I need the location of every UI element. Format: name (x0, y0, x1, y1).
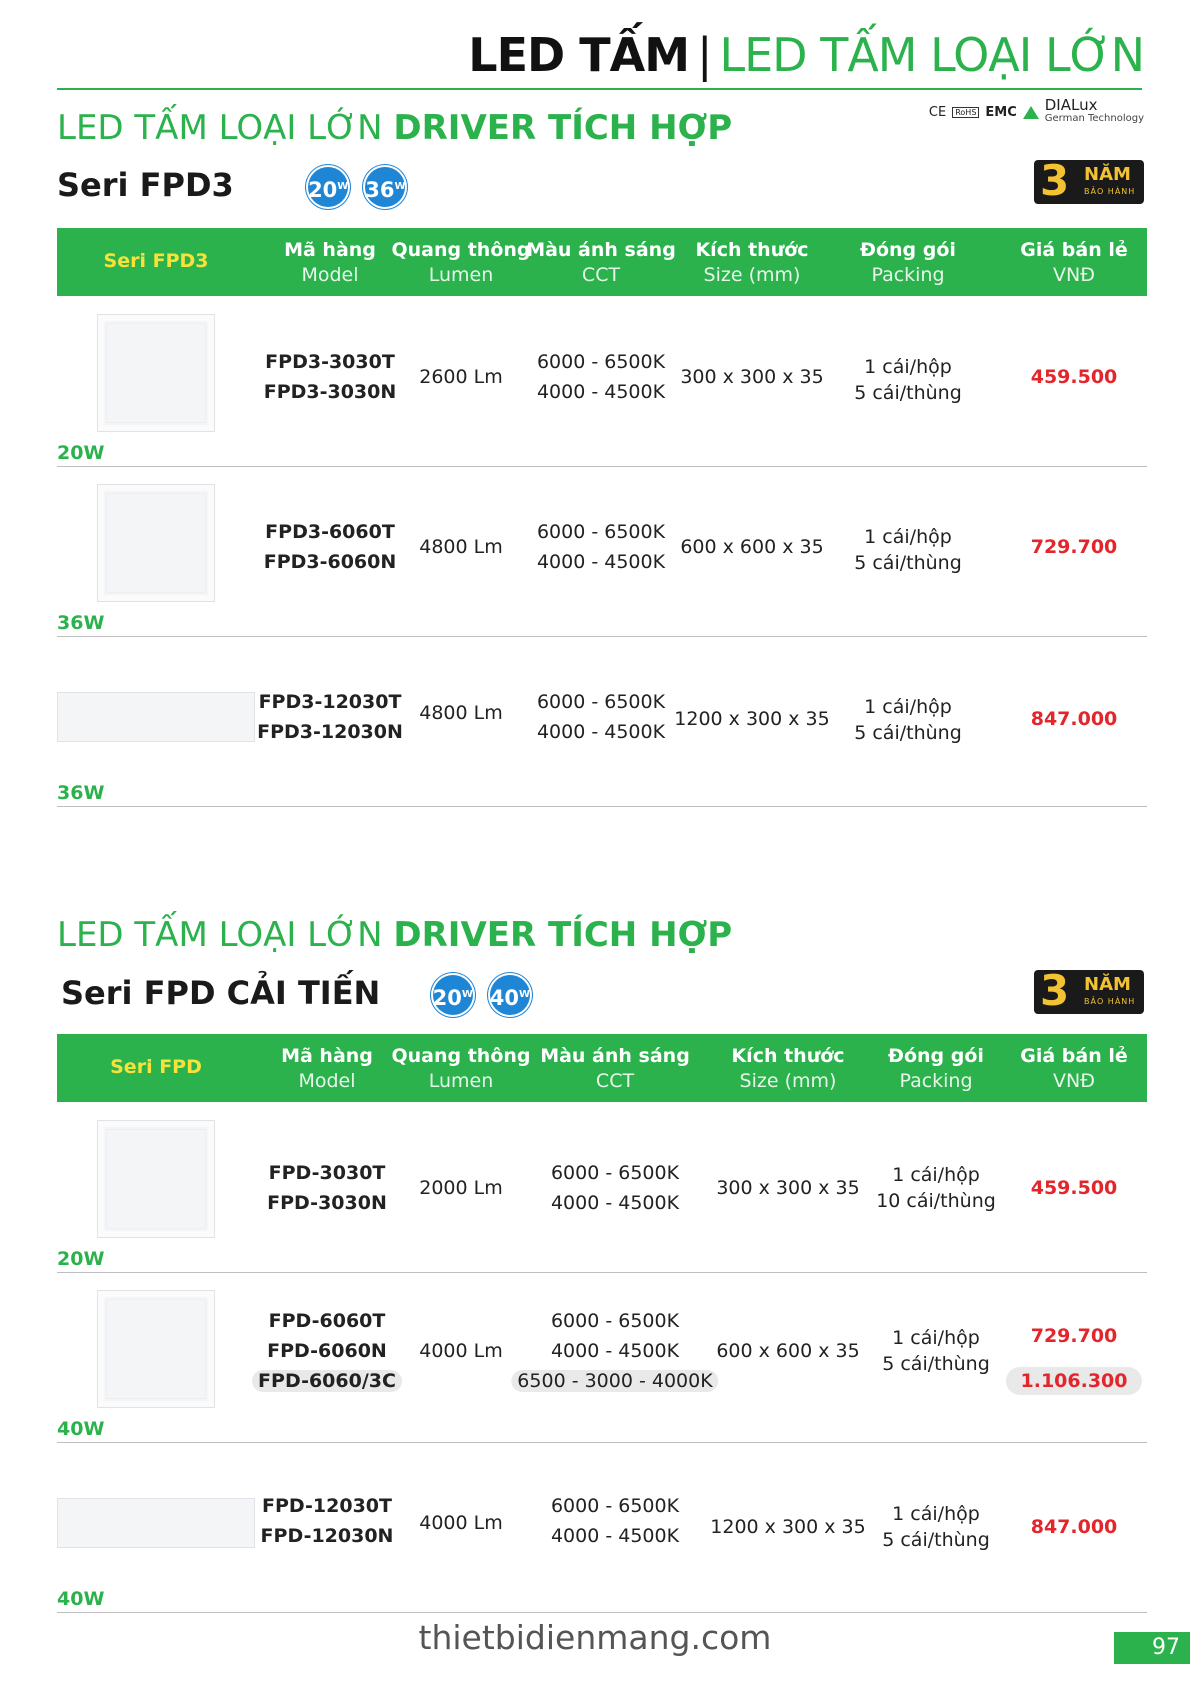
variant-pill: 6500 - 3000 - 4000K (511, 1370, 718, 1392)
panel-image (97, 484, 215, 602)
section-title-bold: DRIVER TÍCH HỢP (393, 108, 733, 148)
col-packing: Đóng gói Packing (888, 1045, 984, 1092)
wattage-label: 20W (57, 442, 105, 464)
size-cell: 1200 x 300 x 35 (710, 1516, 866, 1538)
header-separator: | (696, 28, 712, 82)
col-model: Mã hàng Model (281, 1045, 373, 1092)
wattage-label: 40W (57, 1418, 105, 1440)
warranty-badge (1034, 156, 1144, 205)
col-lumen: Quang thông Lumen (391, 1045, 531, 1092)
table-row (57, 296, 1147, 467)
table-row (57, 1272, 1147, 1443)
rohs-icon: RoHS (952, 107, 979, 118)
panel-image (97, 1290, 215, 1408)
col-price: Giá bán lẻ VNĐ (1020, 239, 1128, 286)
section-title (57, 915, 732, 955)
variant-pill: FPD-6060/3C (252, 1370, 402, 1392)
price-cell: 847.000 (1030, 708, 1118, 730)
section-title (57, 108, 732, 148)
dialux-logo (1045, 98, 1144, 126)
price-cell: 459.500 (1030, 366, 1118, 388)
model-cell: FPD3-6060T FPD3-6060N (263, 521, 397, 573)
panel-image (97, 314, 215, 432)
warranty-sub: BẢO HÀNH (1084, 187, 1136, 196)
col-size: Kích thước Size (mm) (695, 239, 809, 286)
cct-cell: 6000 - 6500K 4000 - 4500K (536, 521, 666, 573)
panel-image (97, 1120, 215, 1238)
table-row (57, 636, 1147, 807)
lumen-cell: 4000 Lm (419, 1340, 503, 1362)
model-cell: FPD-12030T FPD-12030N (260, 1495, 394, 1547)
series-heading (61, 974, 530, 1015)
model-cell: FPD3-12030T FPD3-12030N (257, 691, 403, 743)
dialux-triangle-icon (1023, 106, 1039, 119)
lumen-cell: 2000 Lm (419, 1177, 503, 1199)
price-cell: 459.500 (1030, 1177, 1118, 1199)
section-title-light: LED TẤM LOẠI LỚN (57, 108, 394, 148)
dialux-sub: German Technology (1044, 113, 1144, 124)
price-cell: 729.700 (1030, 1325, 1118, 1347)
emc-icon: EMC (985, 104, 1017, 120)
model-cell: FPD-6060T FPD-6060N FPD-6060/3C (252, 1306, 402, 1396)
packing-cell: 1 cái/hộp 5 cái/thùng (882, 1503, 990, 1551)
size-cell: 300 x 300 x 35 (716, 1177, 860, 1199)
price-cell-variant: 1.106.300 (1006, 1367, 1142, 1395)
lumen-cell: 4000 Lm (419, 1512, 503, 1534)
col-packing: Đóng gói Packing (860, 239, 956, 286)
warranty-label: NĂM (1084, 974, 1131, 995)
series-name: Seri FPD3 (57, 166, 234, 204)
col-price: Giá bán lẻ VNĐ (1020, 1045, 1128, 1092)
header-divider (57, 88, 1142, 90)
warranty-badge (1034, 966, 1144, 1015)
table-header (57, 228, 1147, 296)
wattage-label: 36W (57, 612, 105, 634)
packing-cell: 1 cái/hộp 5 cái/thùng (854, 356, 962, 404)
col-model: Mã hàng Model (284, 239, 376, 286)
wattage-label: 20W (57, 1248, 105, 1270)
warranty-label: NĂM (1084, 164, 1131, 185)
wattage-label: 40W (57, 1588, 105, 1610)
col-size: Kích thước Size (mm) (731, 1045, 845, 1092)
section-title-light: LED TẤM LOẠI LỚN (57, 915, 394, 955)
wattage-badge: $36^W$ (365, 167, 405, 207)
page-header-title (468, 28, 1144, 82)
panel-image (57, 1498, 255, 1548)
price-cell: 729.700 (1030, 536, 1118, 558)
footer-website: thietbidienmang.com (418, 1618, 772, 1657)
wattage-badge: $20^W$ (433, 975, 473, 1015)
page-number: 97 (1114, 1632, 1190, 1664)
cct-cell: 6000 - 6500K 4000 - 4500K (550, 1162, 680, 1214)
section-title-bold: DRIVER TÍCH HỢP (393, 915, 733, 955)
packing-cell: 1 cái/hộp 5 cái/thùng (854, 696, 962, 744)
cert-logos (929, 98, 1144, 126)
cct-cell: 6000 - 6500K 4000 - 4500K (536, 351, 666, 403)
size-cell: 300 x 300 x 35 (680, 366, 824, 388)
packing-cell: 1 cái/hộp 10 cái/thùng (876, 1164, 996, 1212)
wattage-badge: $20^W$ (308, 167, 348, 207)
header-title-green: LED TẤM LOẠI LỚN (719, 28, 1144, 82)
series-label: Seri FPD (110, 1056, 202, 1078)
header-title-bold: LED TẤM (468, 28, 689, 82)
packing-cell: 1 cái/hộp 5 cái/thùng (854, 526, 962, 574)
table-row (57, 1102, 1147, 1273)
warranty-sub: BẢO HÀNH (1084, 997, 1136, 1006)
table-row (57, 466, 1147, 637)
cct-cell: 6000 - 6500K 4000 - 4500K (550, 1495, 680, 1547)
model-cell: FPD-3030T FPD-3030N (267, 1162, 387, 1214)
table-row (57, 1442, 1147, 1613)
lumen-cell: 4800 Lm (419, 536, 503, 558)
table-header (57, 1034, 1147, 1102)
size-cell: 1200 x 300 x 35 (674, 708, 830, 730)
wattage-label: 36W (57, 782, 105, 804)
ce-mark-icon: CE (928, 104, 947, 120)
model-cell: FPD3-3030T FPD3-3030N (263, 351, 397, 403)
lumen-cell: 2600 Lm (419, 366, 503, 388)
size-cell: 600 x 600 x 35 (716, 1340, 860, 1362)
price-cell: 847.000 (1030, 1516, 1118, 1538)
warranty-years: 3 (1040, 156, 1070, 205)
col-cct: Màu ánh sáng CCT (526, 239, 676, 286)
col-lumen: Quang thông Lumen (391, 239, 531, 286)
size-cell: 600 x 600 x 35 (680, 536, 824, 558)
series-label: Seri FPD3 (103, 250, 209, 272)
warranty-years: 3 (1040, 966, 1070, 1015)
series-heading (57, 166, 405, 207)
cct-cell: 6000 - 6500K 4000 - 4500K (536, 691, 666, 743)
col-cct: Màu ánh sáng CCT (540, 1045, 690, 1092)
wattage-badge: $40^W$ (490, 975, 530, 1015)
panel-image (57, 692, 255, 742)
cct-cell: 6000 - 6500K 4000 - 4500K 6500 - 3000 - 4000K (511, 1306, 718, 1396)
series-name: Seri FPD CẢI TIẾN (61, 974, 381, 1012)
lumen-cell: 4800 Lm (419, 702, 503, 724)
packing-cell: 1 cái/hộp 5 cái/thùng (882, 1327, 990, 1375)
dialux-name: DIALux (1044, 96, 1098, 114)
